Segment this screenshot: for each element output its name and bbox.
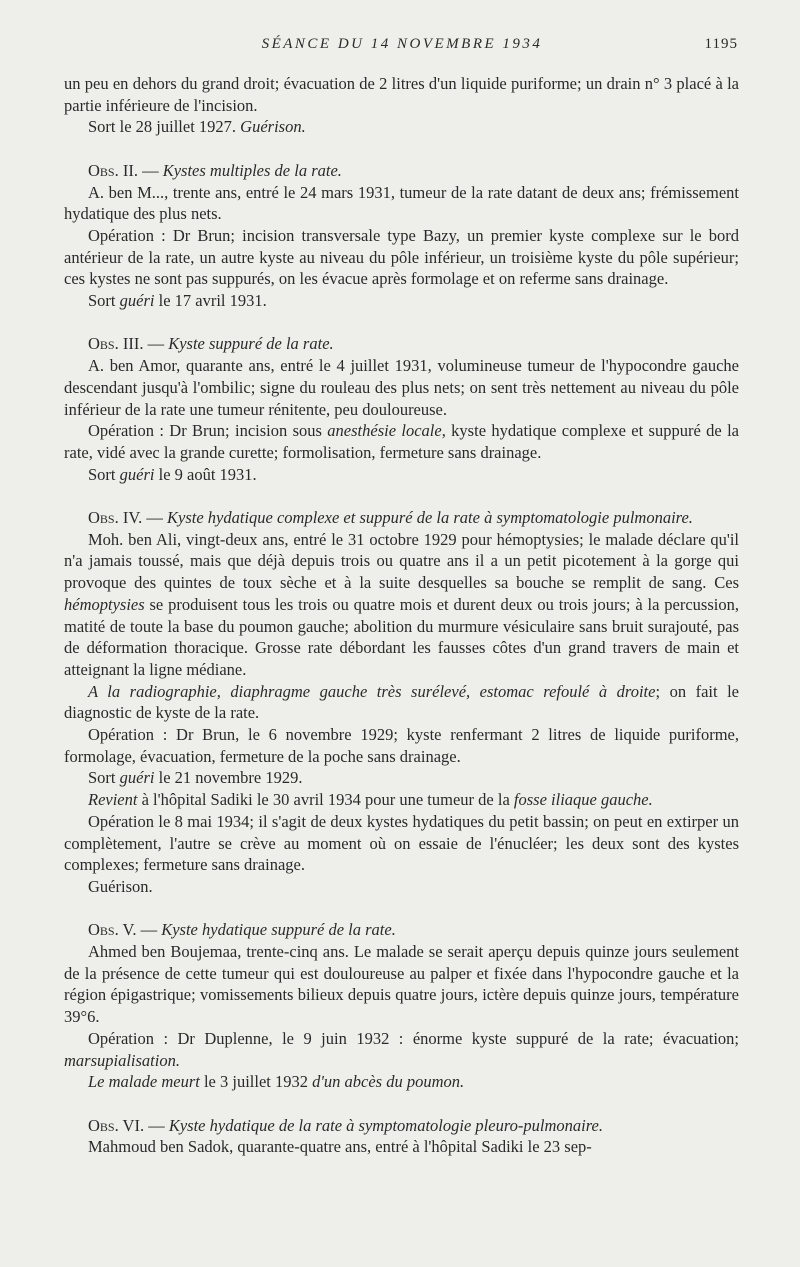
text-run: Sort bbox=[88, 291, 120, 311]
text-run: le 9 août 1931. bbox=[154, 464, 257, 484]
italic-text: anesthésie locale bbox=[327, 421, 442, 441]
paragraph bbox=[64, 355, 739, 420]
italic-text: Le malade meurt bbox=[88, 1072, 200, 1092]
paragraph bbox=[64, 811, 739, 876]
text-run: à l'hôpital Sadiki le 30 avril 1934 pour une tumeur de la bbox=[137, 790, 514, 810]
paragraph bbox=[64, 116, 739, 138]
paragraph bbox=[64, 1028, 739, 1071]
italic-text: Kystes multiples de la rate. bbox=[162, 160, 342, 180]
paragraph bbox=[64, 1136, 739, 1158]
paragraph bbox=[64, 1071, 739, 1093]
italic-text: hémoptysies bbox=[64, 594, 145, 614]
text-run: Opération : Dr Brun; incision sous bbox=[88, 421, 328, 441]
paragraph bbox=[64, 724, 739, 767]
text-run: Opération : Dr Duplenne, le 9 juin 1932 : énorme kyste suppuré de la rate; évacuation; bbox=[88, 1028, 739, 1048]
italic-text: Kyste hydatique de la rate à symptomatologie pleuro-pulmonaire. bbox=[168, 1115, 603, 1135]
text-run: se produisent tous les trois ou quatre mois et durent deux ou trois jours; à la percussion, matité de toute la base du poumon gauche; abolition du murmure vésiculaire sans bruit surajouté, pas de déformation thoracique. Grosse rate débordant les fausses côtes d'un grand travers de main et atteignant la ligne médiane. bbox=[64, 594, 739, 679]
text-run: Moh. ben Ali, vingt-deux ans, entré le 31 octobre 1929 pour hémoptysies; le malade déclare qu'il n'a jamais toussé, mais que déjà depuis trois ou quatre ans il a un petit picotement à la gorge qui provoque des quintes de toux sèche et à la suite desquelles sa bouche se remplit de sang. Ces bbox=[64, 529, 739, 593]
text-run: Ahmed ben Boujemaa, trente-cinq ans. Le malade se serait aperçu depuis quinze jours seulement de la présence de cette tumeur qui est douloureuse au palper et fixée dans l'hypocondre gauche et la région épigastrique; vomissements bilieux depuis quatre jours, ictère depuis quinze jours, température 39°6. bbox=[64, 942, 739, 1027]
italic-text: Guérison. bbox=[240, 117, 306, 137]
paragraph bbox=[64, 681, 739, 724]
paragraph bbox=[64, 73, 739, 116]
observation-heading bbox=[64, 507, 739, 529]
italic-text: d'un abcès du poumon. bbox=[312, 1072, 465, 1092]
text-run: Opération le 8 mai 1934; il s'agit de deux kystes hydatiques du petit bassin; on peut en extirper un complètement, l'autre se crève au moment où on essaie de l'énucléer; les deux sont des kystes complexes; fermeture sans drainage. bbox=[64, 811, 739, 875]
text-run: Obs. III. — bbox=[88, 334, 169, 354]
italic-text: fosse iliaque gauche. bbox=[513, 790, 653, 810]
text-run: Sort bbox=[88, 768, 120, 788]
italic-text: Kyste hydatique complexe et suppuré de la rate à symptomatologie pulmonaire. bbox=[167, 508, 693, 528]
text-run: le 21 novembre 1929. bbox=[154, 768, 303, 788]
text-run: Obs. VI. — bbox=[88, 1115, 169, 1135]
text-run: Sort le 28 juillet 1927. bbox=[88, 117, 241, 137]
paragraph bbox=[64, 225, 739, 290]
text-run: Obs. II. — bbox=[88, 160, 163, 180]
text-run: le 3 juillet 1932 bbox=[199, 1072, 313, 1092]
italic-text: guéri bbox=[119, 464, 155, 484]
paragraph bbox=[64, 876, 739, 898]
italic-text: guéri bbox=[119, 291, 155, 311]
paragraph bbox=[64, 789, 739, 811]
paragraph bbox=[64, 464, 739, 486]
observation-heading bbox=[64, 160, 739, 182]
text-run: Opération : Dr Brun, le 6 novembre 1929; kyste renfermant 2 litres de liquide puriforme, formolage, évacuation, fermeture de la poche sans drainage. bbox=[64, 725, 739, 766]
paragraph bbox=[64, 941, 739, 1028]
italic-text: A la radiographie, diaphragme gauche très surélevé, estomac refoulé à droite bbox=[88, 681, 656, 701]
text-run: A. ben Amor, quarante ans, entré le 4 juillet 1931, volumineuse tumeur de l'hypocondre gauche descendant jusqu'à l'ombilic; signe du rouleau des plus nets; on sent très nettement au niveau du pôle inférieur de la rate une tumeur rénitente, peu douloureuse. bbox=[64, 356, 739, 419]
paragraph bbox=[64, 529, 739, 681]
paragraph bbox=[64, 420, 739, 463]
italic-text: Revient bbox=[88, 790, 138, 810]
text-run: A. ben M..., trente ans, entré le 24 mars 1931, tumeur de la rate datant de deux ans; frémissement hydatique des plus nets. bbox=[64, 182, 739, 224]
text-run: Opération : Dr Brun; incision transversale type Bazy, un premier kyste complexe sur le bord antérieur de la rate, un autre kyste au niveau du pôle inférieur, un troisième kyste du pôle supérieur; ces kystes ne sont pas suppurés, on les évacue après formolage et on referme sans drainage. bbox=[64, 225, 739, 289]
paragraph bbox=[64, 290, 739, 312]
text-run: Obs. V. — bbox=[88, 920, 162, 940]
observation-heading bbox=[64, 1115, 739, 1137]
paragraph bbox=[64, 182, 739, 225]
italic-text: marsupialisation. bbox=[64, 1050, 180, 1070]
observation-heading bbox=[64, 333, 739, 355]
italic-text: guéri bbox=[119, 768, 155, 788]
text-run: ; on fait le diagnostic de kyste de la rate. bbox=[64, 681, 739, 723]
italic-text: Kyste suppuré de la rate. bbox=[168, 334, 334, 354]
text-run: Obs. IV. — bbox=[88, 508, 168, 528]
paragraph bbox=[64, 767, 739, 789]
page-header bbox=[66, 36, 738, 58]
observation-heading bbox=[64, 919, 739, 941]
page-number: 1195 bbox=[704, 36, 738, 52]
text-run: Mahmoud ben Sadok, quarante-quatre ans, entré à l'hôpital Sadiki le 23 sep- bbox=[88, 1137, 592, 1157]
text-run: Sort bbox=[88, 464, 120, 484]
text-run: le 17 avril 1931. bbox=[154, 291, 267, 311]
text-run: , kyste hydatique complexe et suppuré de la rate, vidé avec la grande curette; formolisation, fermeture sans drainage. bbox=[64, 421, 739, 462]
running-title: SÉANCE DU 14 NOVEMBRE 1934 bbox=[261, 36, 543, 52]
text-run: un peu en dehors du grand droit; évacuation de 2 litres d'un liquide puriforme; un drain n° 3 placé à la partie inférieure de l'incision. bbox=[64, 74, 739, 115]
body-text bbox=[64, 73, 739, 1158]
italic-text: Kyste hydatique suppuré de la rate. bbox=[161, 920, 396, 940]
text-run: Guérison. bbox=[88, 876, 153, 896]
